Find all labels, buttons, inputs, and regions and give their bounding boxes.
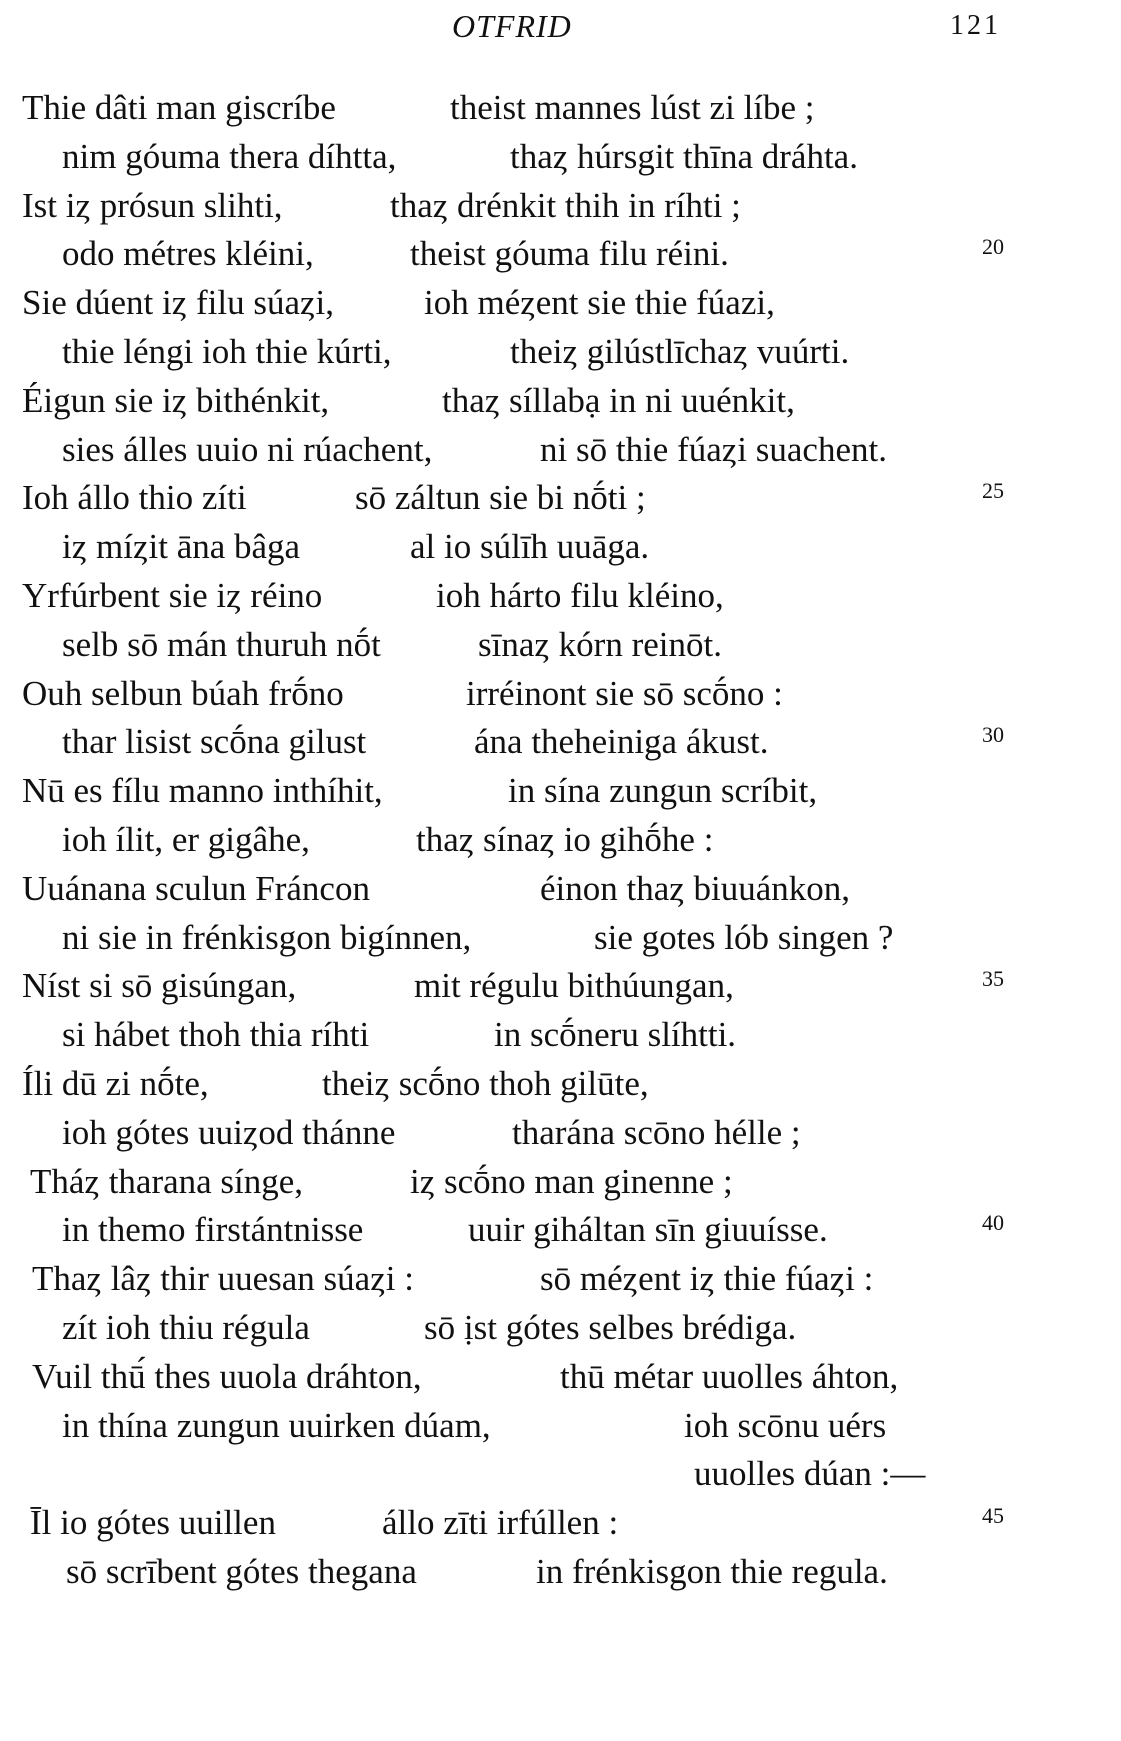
- second-half-line: thaȥ húrsgit thīna dráhta.: [510, 136, 858, 176]
- second-half-line: uuir giháltan sīn giuuísse.: [468, 1210, 828, 1250]
- line-number: 20: [982, 234, 1004, 260]
- verse-line: [0, 1064, 1121, 1113]
- line-number: 30: [982, 722, 1004, 748]
- verse-line: [0, 381, 1121, 430]
- verse-line: [0, 918, 1121, 967]
- second-half-line: sīnaȥ kórn reinōt.: [478, 624, 722, 664]
- first-half-line: thie léngi ioh thie kúrti,: [62, 331, 392, 371]
- first-half-line: Níst si sō gisúngan,: [22, 966, 297, 1006]
- verse-line: [0, 186, 1121, 235]
- first-half-line: Tháȥ tharana sínge,: [30, 1161, 304, 1201]
- first-half-line: odo métres kléini,: [62, 234, 314, 274]
- page-number: 121: [950, 10, 1001, 41]
- verse-line: [0, 1357, 1121, 1406]
- second-half-line: in scṓneru slíhtti.: [494, 1015, 737, 1055]
- first-half-line: Vuil thū́ thes uuola dráhton,: [32, 1356, 422, 1396]
- first-half-line: in thína zungun uuirken dúam,: [62, 1405, 491, 1445]
- verse-line: [0, 1210, 1121, 1259]
- page-header: [0, 8, 1121, 48]
- second-half-line: thū métar uuolles áhton,: [560, 1356, 899, 1396]
- second-half-line: sō záltun sie bi nṓti ;: [355, 478, 646, 518]
- first-half-line: ni sie in frénkisgon bigínnen,: [62, 917, 472, 957]
- second-half-line: irréinont sie sō scṓno :: [466, 673, 783, 713]
- second-half-line: sō méȥent iȥ thie fúaȥi :: [540, 1259, 874, 1299]
- verse-line: [0, 771, 1121, 820]
- first-half-line: Ouh selbun búah frṓno: [22, 673, 344, 713]
- poem-text: [0, 88, 1121, 1601]
- line-number: 40: [982, 1210, 1004, 1236]
- first-half-line: zít ioh thiu régula: [62, 1307, 310, 1347]
- second-half-line: ioh scōnu uérs: [684, 1405, 887, 1445]
- verse-line: [0, 1406, 1121, 1455]
- verse-line: [0, 1503, 1121, 1552]
- second-half-line: thaȥ sínaȥ io gihṓhe :: [416, 819, 714, 859]
- second-half-line: ni sō thie fúaȥi suachent.: [540, 429, 887, 469]
- first-half-line: Éigun sie iȥ bithénkit,: [22, 380, 330, 420]
- verse-line: [0, 88, 1121, 137]
- first-half-line: Thaȥ lâȥ thir uuesan súaȥi :: [32, 1259, 414, 1299]
- verse-line: [0, 332, 1121, 381]
- second-half-line: in frénkisgon thie regula.: [536, 1551, 888, 1591]
- second-half-line: theiȥ gilústlīchaȥ vuúrti.: [510, 331, 850, 371]
- verse-line: [0, 430, 1121, 479]
- verse-line: [0, 1454, 1121, 1503]
- second-half-line: állo zīti irfúllen :: [382, 1503, 619, 1543]
- second-half-line: ioh hárto filu kléino,: [436, 575, 724, 615]
- first-half-line: Thie dâti man giscríbe: [22, 88, 336, 127]
- first-half-line: si hábet thoh thia ríhti: [62, 1015, 370, 1055]
- first-half-line: sō scrībent gótes thegana: [66, 1551, 417, 1591]
- second-half-line: iȥ scṓno man ginenne ;: [410, 1161, 733, 1201]
- second-half-line: in sína zungun scríbit,: [508, 771, 818, 811]
- verse-line: [0, 1552, 1121, 1601]
- second-half-line: sō ịst gótes selbes brédiga.: [424, 1307, 797, 1347]
- second-half-line: theiȥ scṓno thoh gilūte,: [322, 1063, 649, 1103]
- verse-line: [0, 625, 1121, 674]
- second-half-line: al io súlīh uuāga.: [410, 527, 650, 567]
- first-half-line: Īl io gótes uuillen: [30, 1503, 276, 1543]
- second-half-line: theist góuma filu réini.: [410, 234, 729, 274]
- first-half-line: ioh gótes uuiȥod thánne: [62, 1112, 396, 1152]
- first-half-line: selb sō mán thuruh nṓt: [62, 624, 381, 664]
- first-half-line: Ioh állo thio zíti: [22, 478, 247, 518]
- second-half-line: ioh méȥent sie thie fúazi,: [424, 283, 775, 323]
- second-half-line: sie gotes lób singen ?: [594, 917, 894, 957]
- first-half-line: ioh ílit, er gigâhe,: [62, 819, 310, 859]
- verse-line: [0, 527, 1121, 576]
- verse-line: [0, 137, 1121, 186]
- verse-line: [0, 722, 1121, 771]
- first-half-line: Uuánana sculun Fráncon: [22, 868, 370, 908]
- verse-line: [0, 1308, 1121, 1357]
- first-half-line: Sie dúent iȥ filu súaȥi,: [22, 283, 335, 323]
- first-half-line: nim góuma thera díhtta,: [62, 136, 397, 176]
- verse-line: [0, 869, 1121, 918]
- first-half-line: Yrfúrbent sie iȥ réino: [22, 575, 323, 615]
- line-number: 25: [982, 478, 1004, 504]
- first-half-line: sies álles uuio ni rúachent,: [62, 429, 433, 469]
- second-half-line: tharána scōno hélle ;: [512, 1112, 801, 1152]
- verse-line: [0, 1259, 1121, 1308]
- first-half-line: thar lisist scṓna gilust: [62, 722, 367, 762]
- verse-line: [0, 576, 1121, 625]
- second-half-line: thaȥ drénkit thih in ríhti ;: [390, 185, 741, 225]
- second-half-line: ána theheiniga ákust.: [474, 722, 769, 762]
- first-half-line: iȥ míȥit āna bâga: [62, 527, 301, 567]
- first-half-line: in themo firstántnisse: [62, 1210, 364, 1250]
- line-number: 35: [982, 966, 1004, 992]
- verse-line: [0, 966, 1121, 1015]
- verse-line: [0, 1015, 1121, 1064]
- verse-line: [0, 1162, 1121, 1211]
- second-half-line: uuolles dúan :—: [694, 1454, 926, 1494]
- verse-line: [0, 820, 1121, 869]
- line-number: 45: [982, 1503, 1004, 1529]
- running-title: OTFRID: [452, 8, 572, 44]
- verse-line: [0, 478, 1121, 527]
- first-half-line: Íli dū zi nṓte,: [22, 1063, 209, 1103]
- verse-line: [0, 234, 1121, 283]
- verse-line: [0, 1113, 1121, 1162]
- second-half-line: thaȥ síllabạ in ni uuénkit,: [442, 380, 795, 420]
- second-half-line: theist mannes lúst zi líbe ;: [450, 88, 815, 127]
- second-half-line: mit régulu bithúungan,: [414, 966, 734, 1006]
- verse-line: [0, 283, 1121, 332]
- first-half-line: Ist iȥ prósun slihti,: [22, 185, 283, 225]
- first-half-line: Nū es fílu manno inthíhit,: [22, 771, 383, 811]
- verse-line: [0, 674, 1121, 723]
- second-half-line: éinon thaȥ biuuánkon,: [540, 868, 851, 908]
